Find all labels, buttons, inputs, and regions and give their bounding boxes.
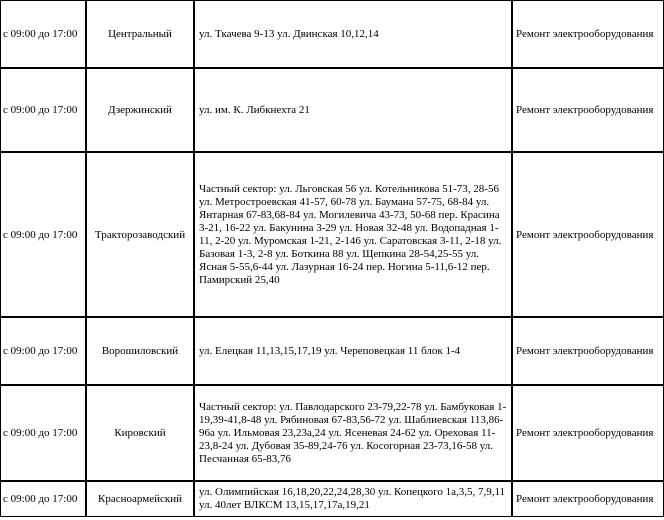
address-cell: Частный сектор: ул. Павлодарского 23-79,22-78 ул. Бамбуковая 1-19,39-41,8-48 ул. Рябиновая 67-83,56-72 ул. Шаблиевская 113,86-96а ул. Ильмовая 23,23а,24 ул. Ясеневая 24-62 ул. Ореховая 11-23,8-24 ул. Дубовая 35-89,24-76 ул. Косогорная 23-73,16-58 ул. Песчанная 65-83,76 <box>194 385 512 481</box>
time-cell: с 09:00 до 17:00 <box>0 68 86 152</box>
time-cell: с 09:00 до 17:00 <box>0 317 86 385</box>
table-row <box>0 68 664 152</box>
district-cell: Дзержинский <box>86 68 194 152</box>
work-type-cell: Ремонт электрооборудования <box>512 68 664 152</box>
address-cell: ул. им. К. Либкнехта 21 <box>194 68 512 152</box>
work-type-cell: Ремонт электрооборудования <box>512 481 664 517</box>
work-type-cell: Ремонт электрооборудования <box>512 317 664 385</box>
table-row <box>0 481 664 517</box>
time-cell: с 09:00 до 17:00 <box>0 385 86 481</box>
district-cell: Кировский <box>86 385 194 481</box>
time-cell: с 09:00 до 17:00 <box>0 152 86 317</box>
work-type-cell: Ремонт электрооборудования <box>512 0 664 68</box>
table-row <box>0 152 664 317</box>
time-cell: с 09:00 до 17:00 <box>0 481 86 517</box>
address-cell: ул. Елецкая 11,13,15,17,19 ул. Череповецкая 11 блок 1-4 <box>194 317 512 385</box>
table-row <box>0 0 664 68</box>
work-type-cell: Ремонт электрооборудования <box>512 385 664 481</box>
table-row <box>0 385 664 481</box>
address-cell: Частный сектор: ул. Льговская 56 ул. Котельникова 51-73, 28-56 ул. Метростроевская 41-57, 60-78 ул. Баумана 57-75, 68-84 ул. Янтарная 67-83,68-84 ул. Могилевича 43-73, 50-68 пер. Красина 3-21, 16-22 ул. Бакунина 3-29 ул. Новая 32-48 ул. Водопадная 1-11, 2-20 ул. Муромская 1-21, 2-146 ул. Саратовская 3-11, 2-18 ул. Базовая 1-3, 2-8 ул. Боткина 88 ул. Щепкина 28-54,25-55 ул. Ясная 5-55,6-44 ул. Лазурная 16-24 пер. Ногина 5-11,6-12 пер. Памирский 25,40 <box>194 152 512 317</box>
district-cell: Красноармейский <box>86 481 194 517</box>
district-cell: Тракторозаводский <box>86 152 194 317</box>
district-cell: Ворошиловский <box>86 317 194 385</box>
time-cell: с 09:00 до 17:00 <box>0 0 86 68</box>
table-row <box>0 317 664 385</box>
address-cell: ул. Олимпийская 16,18,20,22,24,28,30 ул. Копецкого 1а,3,5, 7,9,11 ул. 40лет ВЛКСМ 13,15,17,17а,19,21 <box>194 481 512 517</box>
work-type-cell: Ремонт электрооборудования <box>512 152 664 317</box>
address-cell: ул. Ткачева 9-13 ул. Двинская 10,12,14 <box>194 0 512 68</box>
district-cell: Центральный <box>86 0 194 68</box>
